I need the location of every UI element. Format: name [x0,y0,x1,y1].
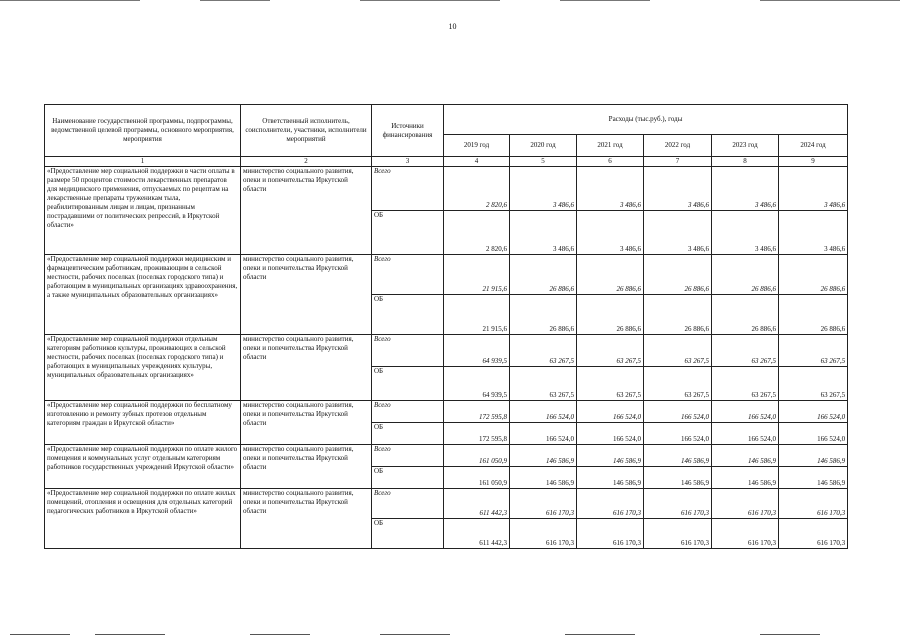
source-ob-label: ОБ [372,295,444,335]
measure-name: «Предоставление мер социальной поддержки по оплате жилого помещения и коммунальных услуг отдельным категориям работников государственных учреждений Иркутской области» [45,445,241,489]
column-number: 5 [510,157,577,167]
ob-value: 63 267,5 [712,367,779,401]
header-year: 2023 год [712,135,779,157]
total-value: 166 524,0 [577,401,644,423]
total-value: 26 886,6 [510,255,577,295]
ob-value: 616 170,3 [510,519,577,549]
measure-name: «Предоставление мер социальной поддержки медицинским и фармацевтическим работникам, проживающим в сельской местности, рабочих поселках (поселках городского типа) и работающим в муниципальных организациях здравоохранения, а также муниципальных образовательных организациях» [45,255,241,335]
ob-value: 3 486,6 [577,211,644,255]
table-body [45,167,848,549]
source-ob-label: ОБ [372,423,444,445]
column-number: 8 [712,157,779,167]
measure-name: «Предоставление мер социальной поддержки в части оплаты в размере 50 процентов стоимости лекарственных препаратов для медицинского применения, отпускаемых по рецептам на лекарственные препараты труженикам тыла, реабилитированным лицам и лицам, признанным пострадавшими от политических репрессий, в Иркутской области» [45,167,241,255]
header-year: 2024 год [779,135,848,157]
ob-value: 172 595,8 [444,423,510,445]
table-row [45,335,848,367]
source-total-label: Всего [372,489,444,519]
ob-value: 63 267,5 [779,367,848,401]
table-row [45,445,848,467]
ob-value: 64 939,5 [444,367,510,401]
total-value: 616 170,3 [779,489,848,519]
ob-value: 3 486,6 [644,211,712,255]
header-year: 2021 год [577,135,644,157]
ob-value: 166 524,0 [577,423,644,445]
ob-value: 166 524,0 [644,423,712,445]
ob-value: 166 524,0 [712,423,779,445]
table-row [45,167,848,211]
ob-value: 63 267,5 [644,367,712,401]
source-total-label: Всего [372,255,444,295]
responsible-executor: министерство социального развития, опеки и попечительства Иркутской области [241,167,372,255]
ob-value: 146 586,9 [510,467,577,489]
total-value: 21 915,6 [444,255,510,295]
total-value: 63 267,5 [779,335,848,367]
total-value: 146 586,9 [510,445,577,467]
responsible-executor: министерство социального развития, опеки и попечительства Иркутской области [241,255,372,335]
ob-value: 21 915,6 [444,295,510,335]
ob-value: 161 050,9 [444,467,510,489]
total-value: 26 886,6 [577,255,644,295]
total-value: 166 524,0 [510,401,577,423]
source-ob-label: ОБ [372,467,444,489]
column-number: 2 [241,157,372,167]
ob-value: 63 267,5 [510,367,577,401]
ob-value: 26 886,6 [779,295,848,335]
header-expenses: Расходы (тыс.руб.), годы [444,105,848,135]
ob-value: 616 170,3 [577,519,644,549]
header-year: 2020 год [510,135,577,157]
total-value: 3 486,6 [644,167,712,211]
ob-value: 166 524,0 [510,423,577,445]
header-name: Наименование государственной программы, подпрограммы, ведомственной целевой программы, основного мероприятия, мероприятия [45,105,241,157]
total-value: 26 886,6 [712,255,779,295]
ob-value: 166 524,0 [779,423,848,445]
total-value: 146 586,9 [577,445,644,467]
table-row [45,255,848,295]
total-value: 63 267,5 [644,335,712,367]
header-year: 2022 год [644,135,712,157]
source-total-label: Всего [372,401,444,423]
ob-value: 616 170,3 [712,519,779,549]
source-total-label: Всего [372,445,444,467]
ob-value: 3 486,6 [712,211,779,255]
total-value: 616 170,3 [577,489,644,519]
source-ob-label: ОБ [372,211,444,255]
ob-value: 3 486,6 [510,211,577,255]
source-ob-label: ОБ [372,367,444,401]
measure-name: «Предоставление мер социальной поддержки по бесплатному изготовлению и ремонту зубных протезов отдельным категориям граждан в Иркутской области» [45,401,241,445]
ob-value: 146 586,9 [779,467,848,489]
total-value: 166 524,0 [712,401,779,423]
ob-value: 26 886,6 [644,295,712,335]
total-value: 611 442,3 [444,489,510,519]
total-value: 146 586,9 [712,445,779,467]
total-value: 63 267,5 [510,335,577,367]
page-number: 10 [448,22,457,31]
total-value: 616 170,3 [510,489,577,519]
header-year: 2019 год [444,135,510,157]
header-responsible: Ответственный исполнитель, соисполнители, участники, исполнители мероприятий [241,105,372,157]
column-number: 3 [372,157,444,167]
column-number: 1 [45,157,241,167]
total-value: 616 170,3 [644,489,712,519]
total-value: 146 586,9 [644,445,712,467]
total-value: 3 486,6 [577,167,644,211]
ob-value: 26 886,6 [712,295,779,335]
ob-value: 2 820,6 [444,211,510,255]
table-row [45,489,848,519]
ob-value: 616 170,3 [644,519,712,549]
total-value: 166 524,0 [779,401,848,423]
measure-name: «Предоставление мер социальной поддержки по оплате жилых помещений, отопления и освещения для отдельных категорий педагогических работников в Иркутской области» [45,489,241,549]
source-total-label: Всего [372,167,444,211]
ob-value: 63 267,5 [577,367,644,401]
total-value: 146 586,9 [779,445,848,467]
measure-name: «Предоставление мер социальной поддержки отдельным категориям работников культуры, проживающих в сельской местности, рабочих поселках (поселках городского типа) и работающих в муниципальных учреждениях культуры, муниципальных образовательных организациях» [45,335,241,401]
total-value: 63 267,5 [577,335,644,367]
responsible-executor: министерство социального развития, опеки и попечительства Иркутской области [241,489,372,549]
ob-value: 26 886,6 [510,295,577,335]
ob-value: 26 886,6 [577,295,644,335]
ob-value: 146 586,9 [577,467,644,489]
ob-value: 146 586,9 [644,467,712,489]
column-number: 4 [444,157,510,167]
column-number: 9 [779,157,848,167]
table-row [45,401,848,423]
budget-table [44,104,848,549]
ob-value: 616 170,3 [779,519,848,549]
total-value: 26 886,6 [644,255,712,295]
total-value: 64 939,5 [444,335,510,367]
column-number: 6 [577,157,644,167]
responsible-executor: министерство социального развития, опеки и попечительства Иркутской области [241,445,372,489]
column-numbers-row [45,157,848,167]
bottom-scan-rules [0,634,905,636]
ob-value: 3 486,6 [779,211,848,255]
total-value: 3 486,6 [779,167,848,211]
source-ob-label: ОБ [372,519,444,549]
total-value: 166 524,0 [644,401,712,423]
total-value: 26 886,6 [779,255,848,295]
total-value: 2 820,6 [444,167,510,211]
total-value: 3 486,6 [712,167,779,211]
total-value: 3 486,6 [510,167,577,211]
top-scan-rules [0,0,905,2]
total-value: 616 170,3 [712,489,779,519]
total-value: 172 595,8 [444,401,510,423]
source-total-label: Всего [372,335,444,367]
responsible-executor: министерство социального развития, опеки и попечительства Иркутской области [241,401,372,445]
total-value: 161 050,9 [444,445,510,467]
header-source: Источники финансирования [372,105,444,157]
ob-value: 611 442,3 [444,519,510,549]
ob-value: 146 586,9 [712,467,779,489]
responsible-executor: министерство социального развития, опеки и попечительства Иркутской области [241,335,372,401]
total-value: 63 267,5 [712,335,779,367]
column-number: 7 [644,157,712,167]
